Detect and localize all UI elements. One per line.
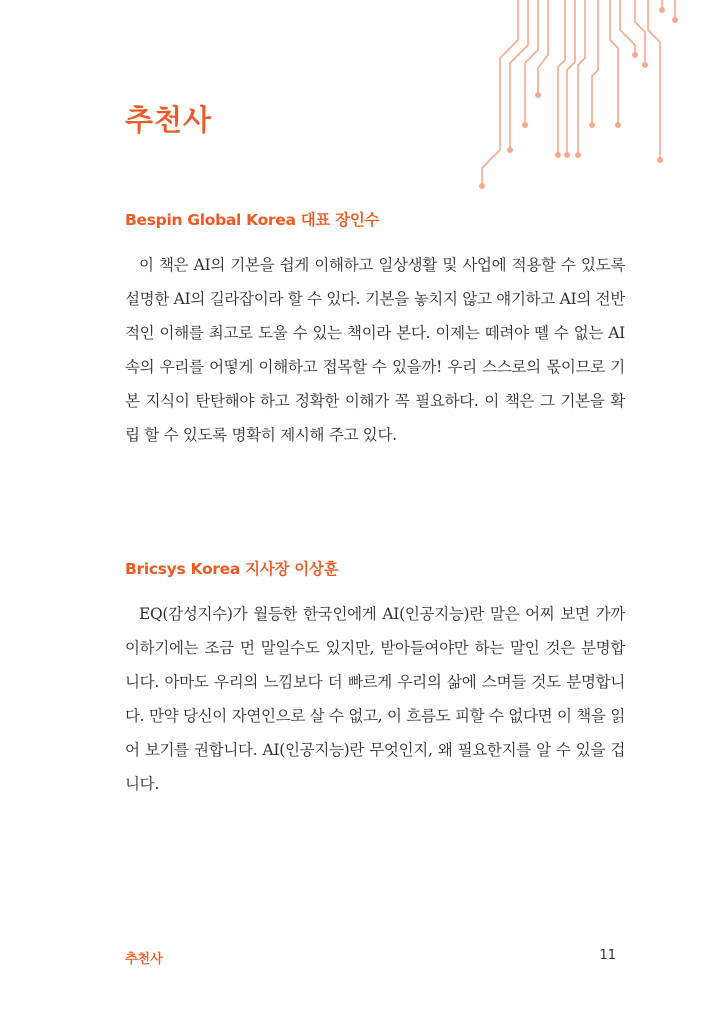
circuit-decoration [470,0,721,200]
section-body: 이 책은 AI의 기본을 쉽게 이해하고 일상생활 및 사업에 적용할 수 있도록 설명한 AI의 길라잡이라 할 수 있다. 기본을 놓치지 않고 얘기하고 AI의 전반적인 이해를 최고로 도울 수 있는 책이라 본다. 이제는 떼려야 뗄 수 없는 AI 속의 우리를 어떻게 이해하고 접목할 수 있을까! 우리 스스로의 몫이므로 기본 지식이 탄탄해야 하고 정확한 이해가 꼭 필요하다. 이 책은 그 기본을 확립 할 수 있도록 명확히 제시해 주고 있다. [125,256,625,444]
recommendation-section-2 [125,557,625,801]
page-number: 11 [599,948,616,963]
section-body: EQ(감성지수)가 월등한 한국인에게 AI(인공지능)란 말은 어찌 보면 가까이하기에는 조금 먼 말일수도 있지만, 받아들여야만 하는 말인 것은 분명합니다. 아마도 우리의 느낌보다 더 빠르게 우리의 삶에 스며들 것도 분명합니다. 만약 당신이 자연인으로 살 수 없고, 이 흐름도 피할 수 없다면 이 책을 읽어 보기를 권합니다. AI(인공지능)란 무엇인지, 왜 필요한지를 알 수 있을 겁니다. [125,605,625,793]
recommendation-section-1 [125,208,625,452]
section-heading: Bespin Global Korea 대표 장인수 [125,211,380,229]
section-heading: Bricsys Korea 지사장 이상훈 [125,560,339,578]
footer-chapter-label: 추천사 [125,952,163,967]
page-title: 추천사 [125,103,213,137]
